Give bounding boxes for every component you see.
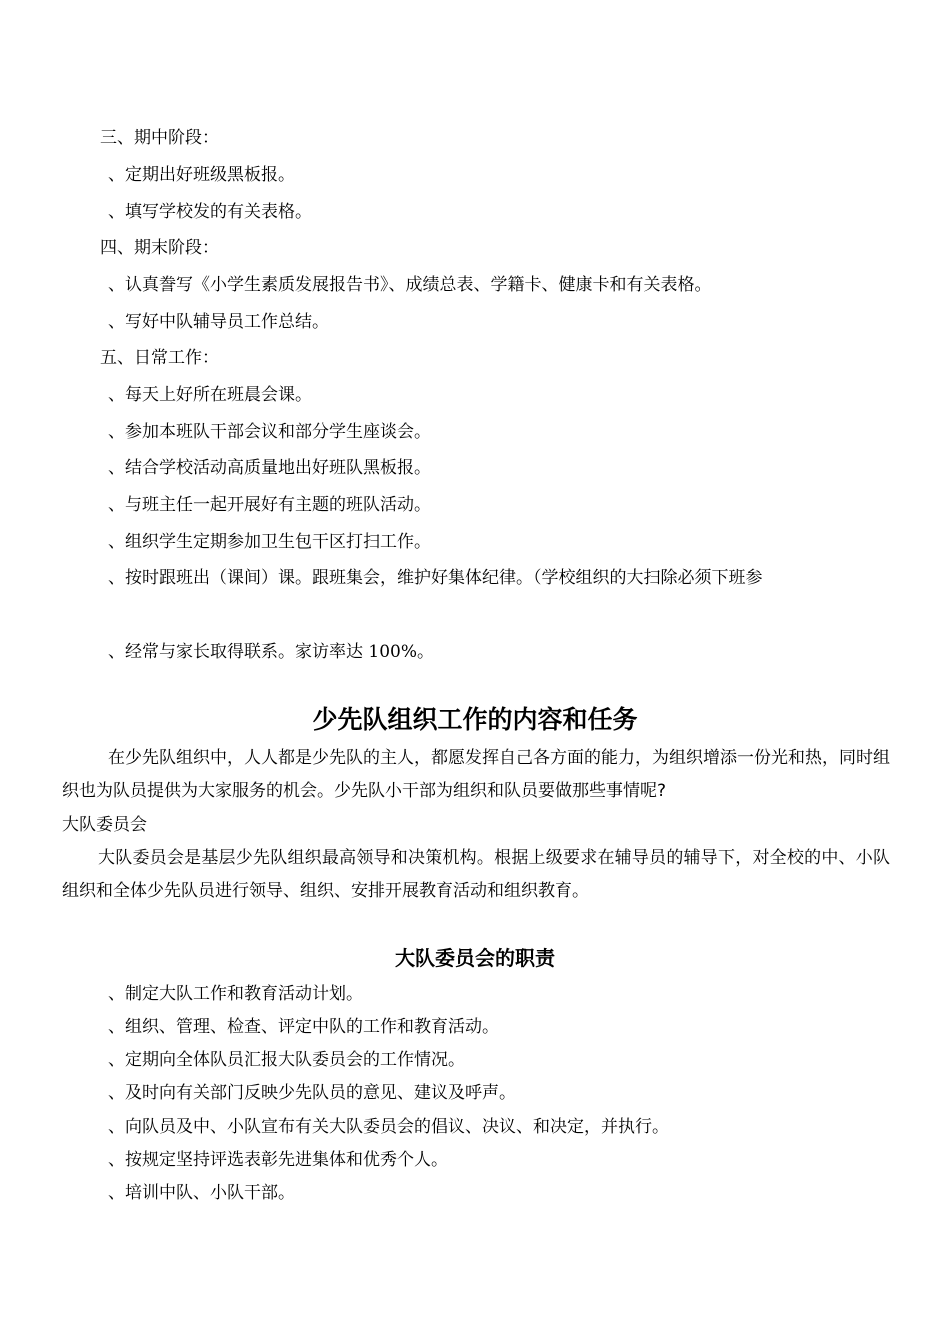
list-item: 、按时跟班出（课间）课。跟班集会，维护好集体纪律。（学校组织的大扫除必须下班参 [108, 568, 763, 588]
section-heading-midterm: 三、期中阶段： [100, 128, 219, 148]
section-label: 大队委员会 [62, 815, 147, 835]
duty-item: 、制定大队工作和教育活动计划。 [108, 984, 363, 1004]
list-item: 、定期出好班级黑板报。 [108, 165, 295, 185]
list-item: 、与班主任一起开展好有主题的班队活动。 [108, 495, 431, 515]
duty-item: 、培训中队、小队干部。 [108, 1183, 295, 1203]
list-item: 、填写学校发的有关表格。 [108, 202, 312, 222]
list-item: 、参加本班队干部会议和部分学生座谈会。 [108, 422, 431, 442]
duty-item: 、向队员及中、小队宣布有关大队委员会的倡议、决议、和决定，并执行。 [108, 1117, 669, 1137]
list-item: 、每天上好所在班晨会课。 [108, 385, 312, 405]
duty-item: 、定期向全体队员汇报大队委员会的工作情况。 [108, 1050, 465, 1070]
section-paragraph: 大队委员会是基层少先队组织最高领导和决策机构。根据上级要求在辅导员的辅导下，对全校的中、小队组织和全体少先队员进行领导、组织、安排开展教育活动和组织教育。 [62, 848, 890, 901]
section-heading-final: 四、期末阶段： [100, 238, 219, 258]
duty-item: 、及时向有关部门反映少先队员的意见、建议及呼声。 [108, 1083, 516, 1103]
list-item: 、经常与家长取得联系。家访率达 100%。 [108, 642, 435, 662]
page-title: 少先队组织工作的内容和任务 [312, 705, 638, 734]
list-item: 、组织学生定期参加卫生包干区打扫工作。 [108, 532, 431, 552]
duties-title: 大队委员会的职责 [395, 946, 555, 970]
list-item: 、结合学校活动高质量地出好班队黑板报。 [108, 458, 431, 478]
duty-item: 、组织、管理、检查、评定中队的工作和教育活动。 [108, 1017, 499, 1037]
duty-item: 、按规定坚持评选表彰先进集体和优秀个人。 [108, 1150, 448, 1170]
section-heading-daily: 五、日常工作： [100, 348, 219, 368]
list-item: 、认真誊写《小学生素质发展报告书》、成绩总表、学籍卡、健康卡和有关表格。 [108, 275, 712, 295]
intro-paragraph: 在少先队组织中，人人都是少先队的主人，都愿发挥自己各方面的能力，为组织增添一份光和热，同时组织也为队员提供为大家服务的机会。少先队小干部为组织和队员要做那些事情呢? [62, 748, 890, 801]
list-item: 、写好中队辅导员工作总结。 [108, 312, 329, 332]
